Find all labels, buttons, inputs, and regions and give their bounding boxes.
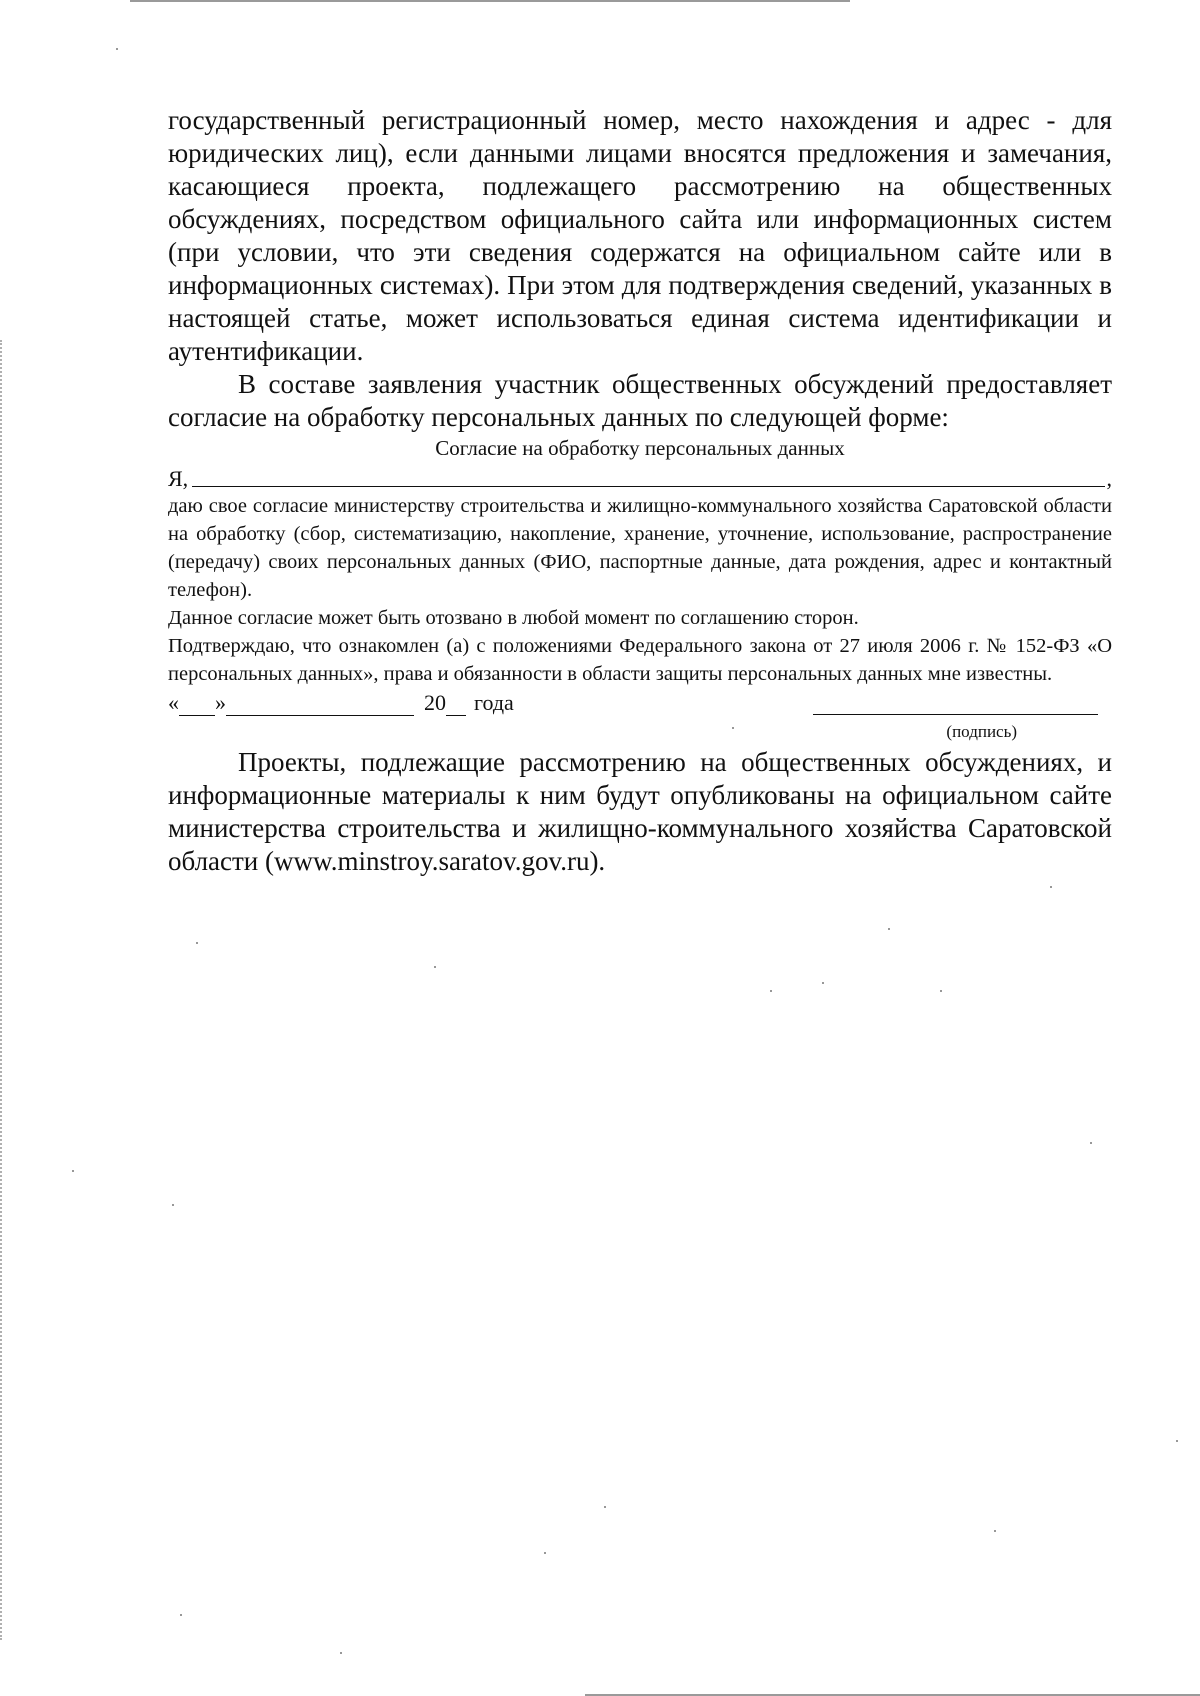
scan-speck — [994, 1530, 996, 1532]
date-signature-row — [168, 688, 1112, 722]
year-prefix: 20 — [424, 690, 446, 715]
date-close-quote: » — [215, 690, 226, 715]
name-line-label: Я, — [168, 466, 189, 491]
paragraph-participant-info: государственный регистрационный номер, место нахождения и адрес - для юридических лиц), если данными лицами вносятся предложения и замечания, касающиеся проекта, подлежащего рассмотрению на общественных обсуждениях, посредством официального сайта или информационных систем (при условии, что эти сведения содержатся на официальном сайте или в информационных системах). При этом для подтверждения сведений, указанных в настоящей статье, может использоваться единая система идентификации и аутентификации. — [168, 105, 1112, 366]
scan-speck — [1090, 1142, 1092, 1144]
name-line — [168, 462, 1112, 492]
consent-form — [168, 434, 1112, 746]
confirmation-text: Подтверждаю, что ознакомлен (а) с положениями Федерального закона от 27 июля 2006 г. № 152-ФЗ «О персональных данных», права и обязанности в области защиты персональных данных мне известны. — [168, 635, 1112, 685]
scan-speck — [822, 982, 824, 984]
scan-speck — [888, 928, 890, 930]
scan-speck — [340, 1652, 342, 1654]
signature-blank-field[interactable] — [813, 714, 1098, 715]
scan-speck — [434, 966, 436, 968]
scan-edge-left — [0, 340, 4, 1640]
scan-speck — [172, 1204, 174, 1206]
scan-edge-top — [130, 0, 850, 2]
scan-speck — [604, 1506, 606, 1508]
date-field — [168, 690, 514, 716]
signature-caption: (подпись) — [946, 722, 1017, 741]
date-open-quote: « — [168, 690, 179, 715]
scan-speck — [72, 1170, 74, 1172]
scan-speck — [180, 1614, 182, 1616]
scan-speck — [1050, 886, 1052, 888]
consent-form-title: Согласие на обработку персональных данных — [435, 436, 845, 460]
year-suffix: года — [474, 690, 514, 715]
scan-speck — [1176, 1440, 1178, 1442]
consent-text: даю свое согласие министерству строительства и жилищно-коммунального хозяйства Саратовской области на обработку (сбор, систематизацию, накопление, хранение, уточнение, использование, распространение (передачу) своих персональных данных (ФИО, паспортные данные, дата рождения, адрес и контактный телефон). — [168, 495, 1112, 601]
revocation-text: Данное согласие может быть отозвано в любой момент по соглашению сторон. — [168, 607, 859, 629]
scan-speck — [196, 942, 198, 944]
scan-speck — [732, 727, 734, 729]
paragraph-consent-intro: В составе заявления участник общественных обсуждений предоставляет согласие на обработку персональных данных по следующей форме: — [168, 369, 1112, 432]
name-line-comma: , — [1106, 466, 1112, 491]
month-blank-field[interactable] — [226, 693, 414, 716]
paragraph-publication: Проекты, подлежащие рассмотрению на общественных обсуждениях, и информационные материалы к ним будут опубликованы на официальном сайте министерства строительства и жилищно-коммунального хозяйства Саратовской области (www.minstroy.saratov.gov.ru). — [168, 747, 1112, 876]
name-blank-field[interactable] — [192, 486, 1104, 487]
document-body — [168, 104, 1112, 878]
scan-speck — [116, 48, 118, 50]
day-blank-field[interactable] — [179, 693, 215, 716]
scan-speck — [940, 990, 942, 992]
scan-speck — [770, 990, 772, 992]
scan-speck — [544, 1552, 546, 1554]
year-blank-field[interactable] — [446, 693, 466, 716]
